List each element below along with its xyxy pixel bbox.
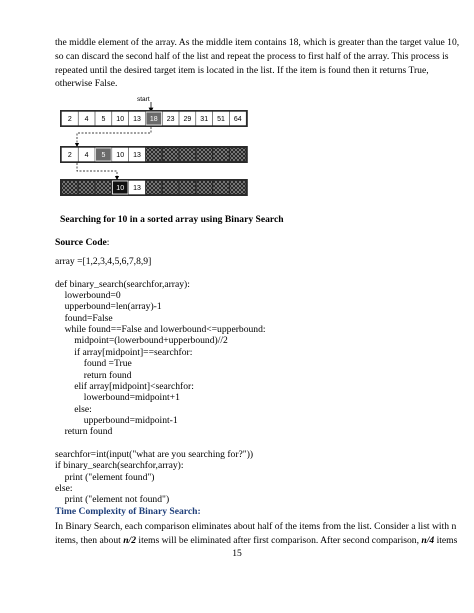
cell-value: 31 [200,115,209,123]
code-line: elif array[midpoint]<searchfor: [55,380,194,392]
cell-value: 10 [116,184,125,192]
code-line: def binary_search(searchfor,array): [55,278,190,290]
eliminated-cell [196,148,212,161]
eliminated-cell [79,181,95,194]
code-line: array =[1,2,3,4,5,6,7,8,9] [55,256,152,267]
eliminated-cell [230,181,246,194]
complexity-heading: Time Complexity of Binary Search: [55,506,201,517]
code-line: if binary_search(searchfor,array): [55,460,184,472]
last-line-2-c: items will be eliminated after first comparison. After second comparison, [136,534,422,546]
code-line: upperbound=len(array)-1 [55,301,162,313]
eliminated-cell [62,181,78,194]
last-line-2-e: items [434,534,458,546]
code-line: lowerbound=midpoint+1 [55,392,180,404]
code-line: searchfor=int(input("what are you searching for?")) [55,448,254,460]
eliminated-cell [146,148,162,161]
last-line-1: In Binary Search, each comparison eliminates about half of the items from the list. Consider a list with n [55,521,457,532]
n-half: n/2 [123,534,137,546]
cell-value: 29 [183,115,192,123]
cell-value: 13 [133,184,141,192]
connector-arrow-1 [77,127,151,145]
cell-value: 4 [84,151,89,159]
source-heading-colon: : [106,237,110,248]
eliminated-cell [163,148,179,161]
eliminated-cell [213,148,229,161]
eliminated-cell [146,181,162,194]
code-line: while found==False and lowerbound<=upperbound: [55,324,266,336]
code-line: else: [55,403,92,415]
cell-value: 5 [101,115,106,123]
eliminated-cell [163,181,179,194]
code-line: print ("element found") [55,471,155,483]
code-line: found =True [55,358,132,370]
n-quarter: n/4 [421,534,435,546]
start-label: start [137,96,150,103]
intro-paragraph [55,36,460,91]
source-code-heading [55,237,109,248]
intro-line-4: otherwise False. [55,78,118,90]
array-row-3 [60,179,248,196]
cell-value: 5 [101,151,106,159]
binary-search-figure [0,92,474,202]
cell-value: 64 [233,115,242,123]
eliminated-cell [180,148,196,161]
code-line: else: [55,483,73,494]
code-line: print ("element not found") [55,494,170,506]
cell-value: 10 [116,115,125,123]
last-line-2-a: items, then about [55,534,124,546]
code-line: found=False [55,312,113,324]
cell-value: 4 [84,115,89,123]
eliminated-cell [213,181,229,194]
eliminated-cell [196,181,212,194]
code-line: midpoint=(lowerbound+upperbound)//2 [55,335,228,347]
cell-value: 51 [217,115,225,123]
source-heading-text: Source Code [55,237,107,248]
code-line: return found [55,426,113,438]
cell-value: 2 [67,151,72,159]
cell-value: 13 [133,115,141,123]
array-row-2 [60,146,248,163]
last-line-2 [55,534,458,548]
code-line: upperbound=midpoint-1 [55,414,178,426]
eliminated-cell [96,181,112,194]
intro-line-3: repeated until the desired target item is located in the list. If the item is found then it returns True, [55,64,429,76]
code-line: if array[midpoint]==searchfor: [55,346,193,358]
cell-value: 23 [166,115,175,123]
array-row-1 [60,110,248,127]
eliminated-cell [180,181,196,194]
intro-line-2: so can discard the second half of the list and repeat the process to first half of the array. This process is [55,50,449,62]
intro-line-1: the middle element of the array. As the middle item contains 18, which is greater than the target value 10, [55,37,460,48]
cell-value: 18 [149,115,158,123]
cell-value: 13 [133,151,141,159]
cell-value: 2 [67,115,72,123]
page-number: 15 [232,548,242,559]
code-line: return found [55,369,132,381]
last-paragraph [55,520,458,548]
eliminated-cell [230,148,246,161]
figure-caption: Searching for 10 in a sorted array using Binary Search [60,214,284,225]
cell-value: 10 [116,151,125,159]
code-line: lowerbound=0 [55,290,121,302]
connector-arrow-2 [77,163,117,178]
